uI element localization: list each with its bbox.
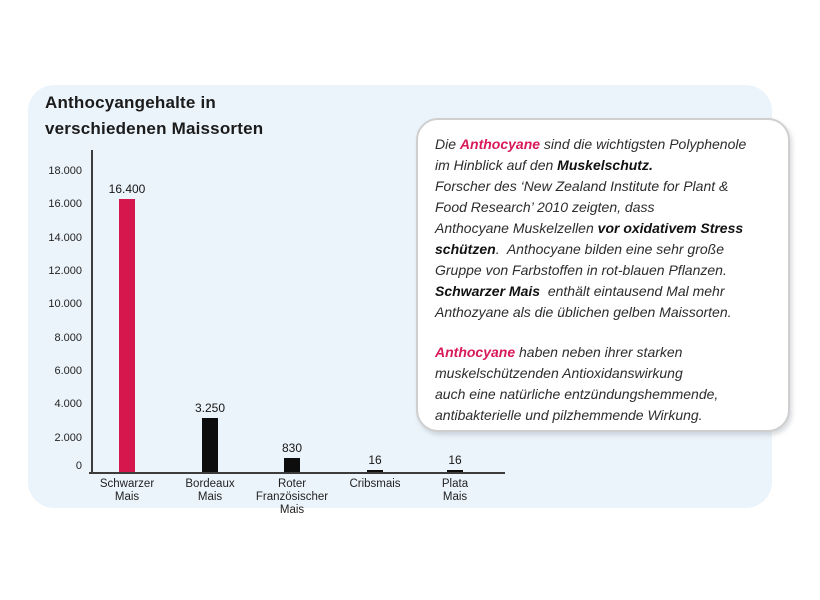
text-segment: Forscher des ‘New Zealand Institute for Plant & (435, 178, 729, 194)
x-category-label-line: Mais (197, 491, 223, 503)
textbox-line (435, 405, 772, 426)
textbox-line (435, 239, 772, 260)
y-tick-label: 0 (75, 460, 82, 472)
textbox-line (435, 342, 772, 363)
y-tick-label: 14.000 (48, 231, 82, 244)
textbox-line (435, 384, 772, 405)
textbox-line (435, 281, 772, 302)
x-category-label-line: Schwarzer (99, 478, 155, 490)
text-segment: . Anthocyane bilden eine sehr große (495, 241, 724, 257)
text-segment: antibakterielle und pilzhemmende Wirkung. (435, 407, 703, 423)
text-segment: vor oxidativem Stress (597, 220, 744, 236)
text-segment: Food Research’ 2010 zeigten, dass (435, 199, 655, 215)
bar-value-label: 3.250 (194, 400, 226, 415)
y-tick-label: 6.000 (54, 365, 82, 377)
x-category-label-line: Cribsmais (349, 478, 401, 490)
bar-value-label: 16.400 (108, 181, 146, 196)
textbox-line (435, 176, 772, 197)
y-tick-label: 4.000 (54, 398, 82, 411)
text-segment: Die (435, 136, 460, 152)
info-textbox (416, 118, 790, 432)
y-tick-label: 2.000 (54, 431, 82, 444)
textbox-paragraph-1 (435, 134, 772, 323)
textbox-line (435, 155, 772, 176)
text-segment: Anthozyane als die üblichen gelben Maissorten. (435, 304, 732, 320)
text-segment: im Hinblick auf den (435, 157, 558, 173)
x-category-label-line: Bordeaux (185, 478, 235, 490)
x-category-label-line: Französischer (255, 491, 329, 503)
y-tick-label: 10.000 (48, 298, 82, 311)
textbox-line (435, 363, 772, 384)
text-segment: auch eine natürliche entzündungshemmende, (435, 386, 719, 402)
x-category-label-line: Roter (277, 478, 307, 490)
y-tick-label: 12.000 (48, 265, 82, 277)
bar-value-label: 830 (281, 441, 303, 456)
chart-title-line1: Anthocyangehalte in (45, 93, 216, 112)
y-tick-label: 8.000 (54, 331, 82, 344)
accent-text: Anthocyane (435, 344, 516, 360)
x-category-label-line: Plata (441, 478, 469, 490)
x-category-label-line: Mais (442, 491, 468, 503)
bar-value-label: 16 (368, 452, 382, 467)
y-tick-label: 16.000 (48, 198, 82, 211)
chart-title-line2: verschiedenen Maissorten (45, 119, 264, 138)
text-segment: muskelschützenden Antioxidanswirkung (435, 365, 683, 381)
text-segment: Schwarzer Mais (435, 283, 541, 299)
x-category-label-line: Mais (114, 491, 140, 503)
text-segment: enthält eintausend Mal mehr (540, 283, 725, 299)
accent-text: Anthocyane (459, 136, 541, 152)
y-tick-label: 18.000 (48, 165, 82, 177)
text-segment: Gruppe von Farbstoffen in rot-blauen Pflanzen. (435, 262, 727, 278)
chart-title (45, 90, 263, 142)
text-segment: sind die wichtigsten Polyphenole (540, 136, 747, 152)
text-segment: Anthocyane Muskelzellen (435, 220, 598, 236)
text-segment: schützen (435, 241, 496, 257)
bar-value-label: 16 (448, 452, 462, 467)
textbox-line (435, 260, 772, 281)
textbox-line (435, 134, 772, 155)
text-segment: haben neben ihrer starken (515, 344, 683, 360)
textbox-line (435, 218, 772, 239)
textbox-paragraph-2 (435, 342, 772, 426)
x-category-label-line: Mais (279, 504, 305, 516)
textbox-line (435, 302, 772, 323)
text-segment: Muskelschutz. (557, 157, 653, 173)
textbox-line (435, 197, 772, 218)
